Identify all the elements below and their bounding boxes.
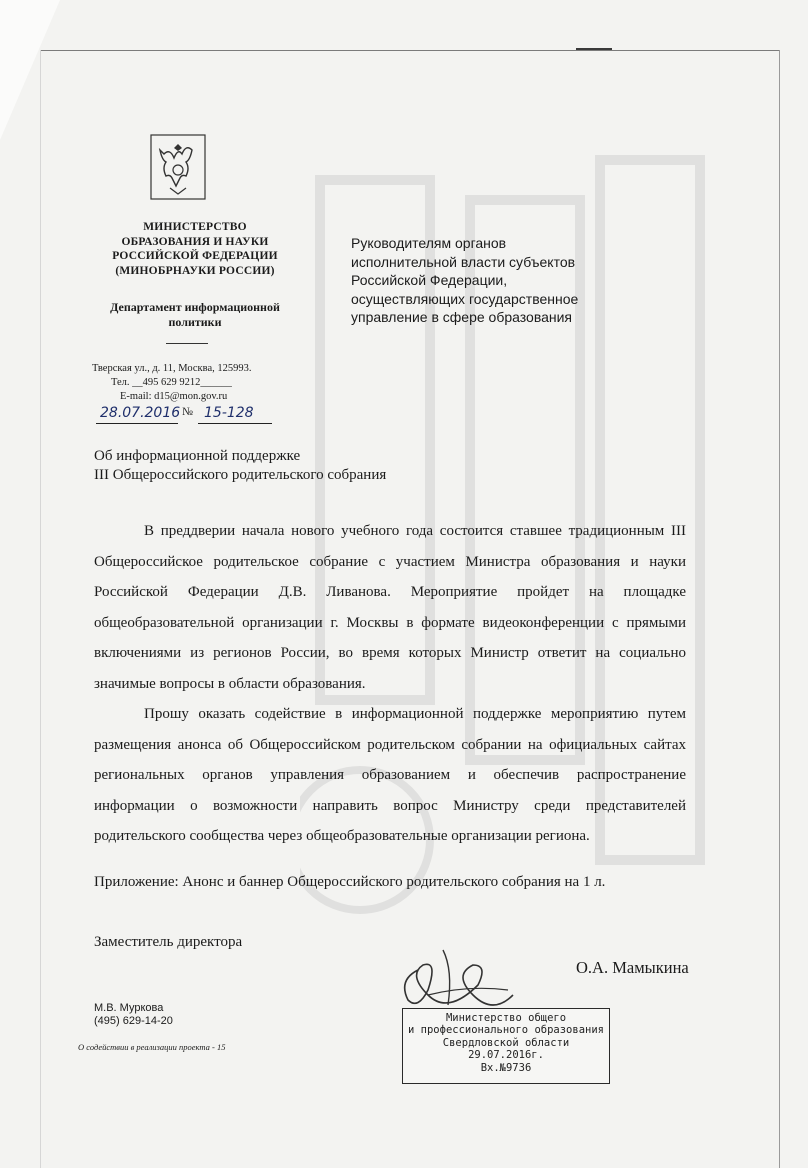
sender-address [92, 362, 292, 404]
email-line: E-mail: d15@mon.gov.ru [120, 391, 228, 402]
number-underline [198, 423, 272, 424]
document-date: 28.07.2016 [100, 405, 181, 421]
ministry-line: ОБРАЗОВАНИЯ И НАУКИ [121, 235, 269, 248]
ministry-name [90, 220, 300, 278]
letter-body [94, 516, 686, 852]
footnote: О содействии в реализации проекта - 15 [78, 1042, 226, 1052]
phone-line: Тел. __495 629 9212______ [111, 377, 232, 388]
department-divider [166, 343, 208, 344]
ministry-line: РОССИЙСКОЙ ФЕДЕРАЦИИ [112, 250, 278, 262]
stamp-line: и профессионального образования [408, 1024, 604, 1037]
stamp-line: Министерство общего [445, 1012, 567, 1024]
addressee-block [351, 234, 651, 327]
document-number: 15-128 [204, 405, 254, 421]
page-edge-top [40, 50, 780, 51]
addressee-line: Руководителям органов [351, 235, 507, 251]
addressee-line: осуществляющих государственное [351, 290, 579, 307]
body-paragraph: Прошу оказать содействие в информационной поддержке мероприятию путем размещения анонса об Общероссийском родительском собрании на официальных сайтах региональных органов управления образованием и обеспечив распространение информации о возможности направить вопрос Министру среди представителей родительского сообщества через общеобразовательные организации региона. [94, 706, 686, 844]
subject-line: Об информационной поддержке [94, 448, 301, 464]
executor-info [94, 1002, 173, 1028]
signatory-role: Заместитель директора [94, 934, 243, 950]
department-line: Департамент информационной [110, 300, 280, 314]
top-margin-mark [576, 48, 612, 50]
department-name [78, 300, 312, 330]
document-number-label: № [182, 406, 193, 418]
executor-phone: (495) 629-14-20 [94, 1015, 173, 1027]
signatory-name: О.А. Мамыкина [576, 958, 689, 977]
date-underline [96, 423, 178, 424]
stamp-line: Свердловской области [442, 1036, 570, 1049]
coat-of-arms-icon [150, 134, 206, 200]
addressee-line: Российской Федерации, [351, 272, 508, 289]
executor-name: М.В. Муркова [94, 1002, 164, 1014]
page-corner-fold [0, 0, 60, 140]
document-reference [96, 405, 276, 425]
stamp-date: 29.07.2016г. [468, 1049, 544, 1062]
address-line: Тверская ул., д. 11, Москва, 125993. [92, 363, 252, 374]
page-edge-left [40, 50, 41, 1168]
letter-subject [94, 447, 494, 484]
addressee-line: управление в сфере образования [351, 309, 573, 326]
body-paragraph: В преддверии начала нового учебного года состоится ставшее традиционным III Общероссийское родительское собрание с участием Министра образования и науки Российской Федерации Д.В. Ливанова. Мероприятие пройдет на площадке общеобразовательной организации г. Москвы в формате видеоконференции с прямыми включениями из регионов России, во время которых Министр ответит на социально значимые вопросы в области образования. [94, 523, 686, 692]
subject-line: III Общероссийского родительского собрания [94, 466, 387, 483]
ministry-line: (МИНОБРНАУКИ РОССИИ) [115, 264, 275, 277]
page-edge-right [779, 50, 780, 1168]
stamp-number: Вх.№9736 [480, 1061, 532, 1074]
handwritten-signature-icon [388, 930, 518, 1020]
department-line: политики [168, 315, 222, 329]
attachment-note: Приложение: Анонс и баннер Общероссийского родительского собрания на 1 л. [94, 874, 606, 890]
addressee-line: исполнительной власти субъектов [351, 253, 576, 270]
ministry-line: МИНИСТЕРСТВО [143, 221, 247, 233]
registration-stamp [402, 1008, 610, 1084]
